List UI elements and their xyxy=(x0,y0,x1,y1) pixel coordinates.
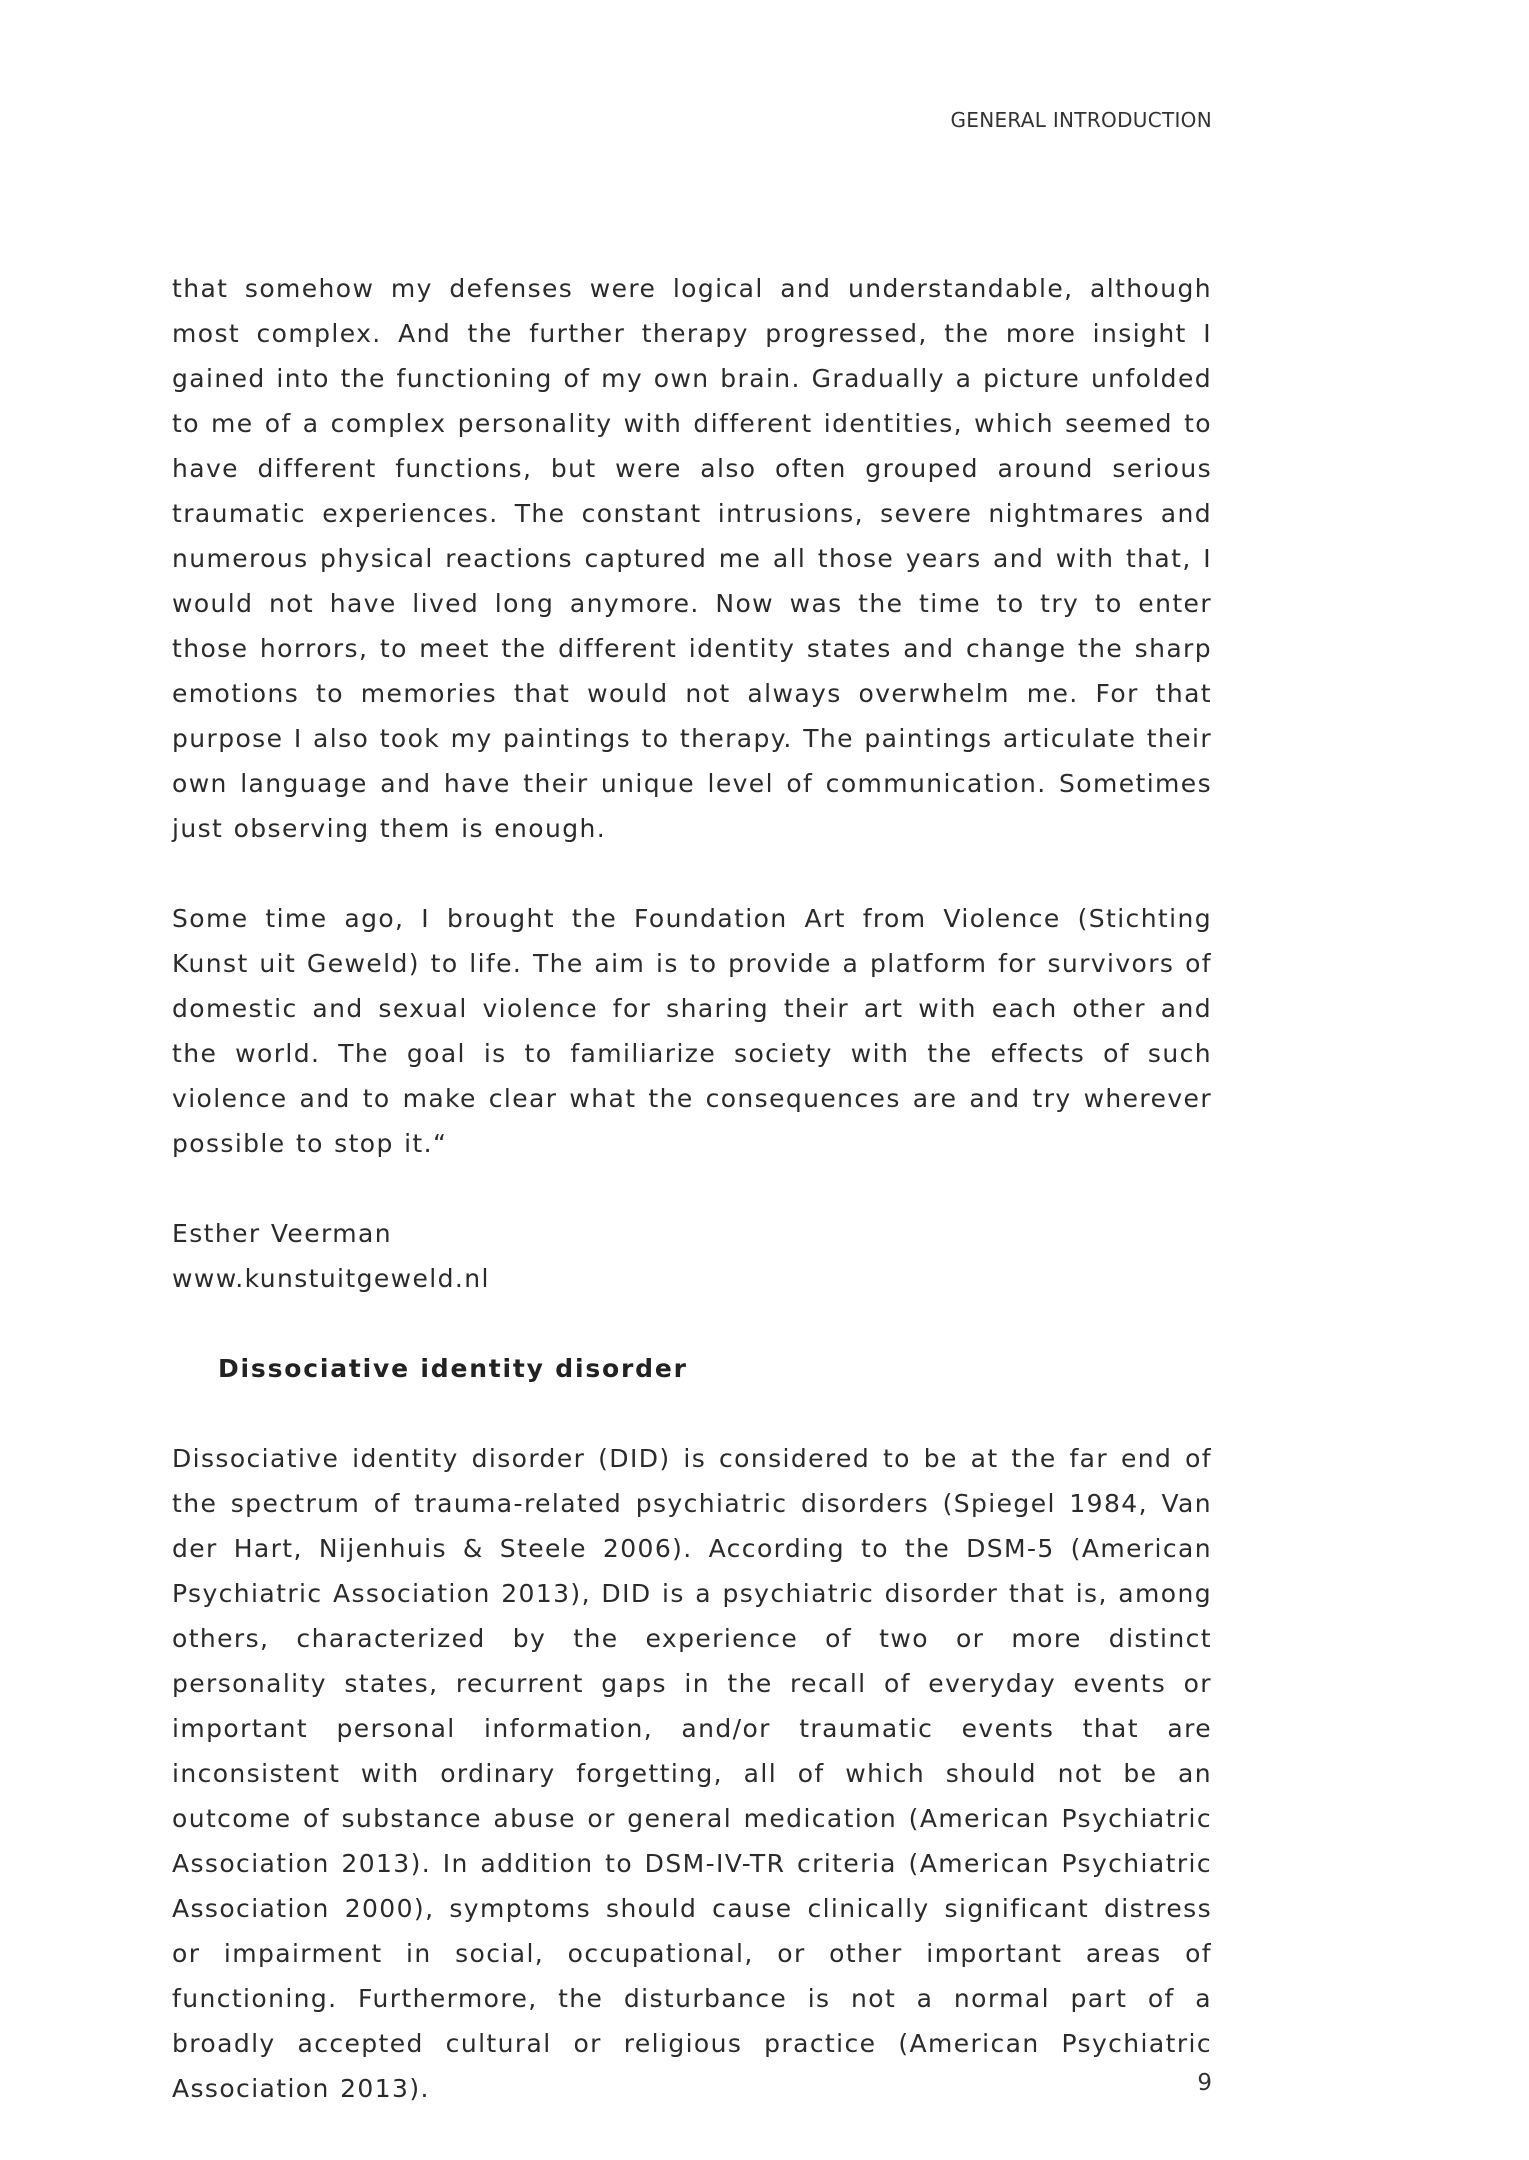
body-paragraph-foundation: Some time ago, I brought the Foundation Art from Violence (Stichting Kunst uit Geweld) to life. The aim is to provide a platform for survivors of domestic and sexual violence for sharing their art with each other and the world. The goal is to familiarize society with the effects of such violence and to make clear what the consequences are and try wherever possible to stop it.“ xyxy=(172,904,1212,1158)
page-body xyxy=(172,266,1212,2111)
page-number: 9 xyxy=(1197,2070,1212,2096)
running-header: GENERAL INTRODUCTION xyxy=(950,108,1212,132)
section-heading: Dissociative identity disorder xyxy=(218,1354,688,1383)
signature-url: www.kunstuitgeweld.nl xyxy=(172,1264,490,1293)
body-paragraph-therapy: that somehow my defenses were logical and understandable, although most complex. And the further therapy progressed, the more insight I gained into the functioning of my own brain. Gradually a picture unfolded to me of a complex personality with different identities, which seemed to have different functions, but were also often grouped around serious traumatic experiences. The constant intrusions, severe nightmares and numerous physical reactions captured me all those years and with that, I would not have lived long anymore. Now was the time to try to enter those horrors, to meet the different identity states and change the sharp emotions to memories that would not always overwhelm me. For that purpose I also took my paintings to therapy. The paintings articulate their own language and have their unique level of communication. Sometimes just observing them is enough. xyxy=(172,274,1212,843)
body-paragraph-did: Dissociative identity disorder (DID) is considered to be at the far end of the spectrum of trauma-related psychiatric disorders (Spiegel 1984, Van der Hart, Nijenhuis & Steele 2006). According to the DSM-5 (American Psychiatric Association 2013), DID is a psychiatric disorder that is, among others, characterized by the experience of two or more distinct personality states, recurrent gaps in the recall of everyday events or important personal information, and/or traumatic events that are inconsistent with ordinary forgetting, all of which should not be an outcome of substance abuse or general medication (American Psychiatric Association 2013). In addition to DSM-IV-TR criteria (American Psychiatric Association 2000), symptoms should cause clinically significant distress or impairment in social, occupational, or other important areas of functioning. Furthermore, the disturbance is not a normal part of a broadly accepted cultural or religious practice (American Psychiatric Association 2013). xyxy=(172,1444,1212,2103)
signature-name: Esther Veerman xyxy=(172,1219,392,1248)
